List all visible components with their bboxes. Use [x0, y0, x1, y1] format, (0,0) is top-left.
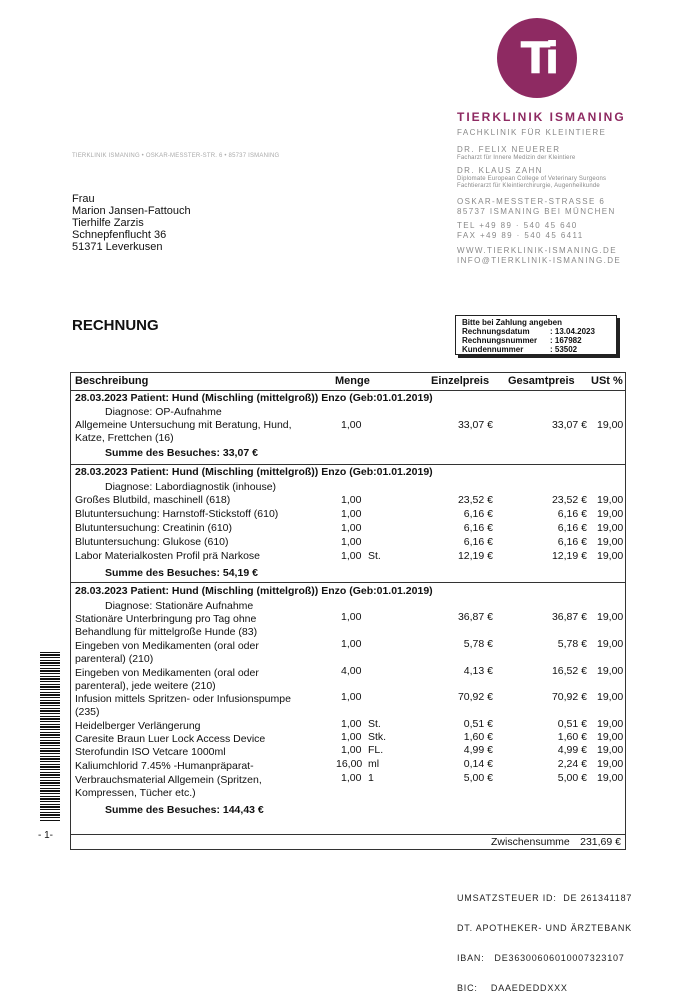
item-vat: 19,00 [597, 691, 624, 703]
item-total: 12,19 € [551, 550, 587, 562]
item-vat: 19,00 [597, 494, 624, 506]
item-vat: 19,00 [597, 536, 624, 548]
clinic-logo [497, 18, 577, 98]
item-qty: 1,00 [341, 731, 362, 743]
section-divider [71, 464, 625, 465]
item-qty: 1,00 [341, 508, 362, 520]
item-price: 23,52 € [457, 494, 493, 506]
item-qty: 1,00 [341, 550, 362, 562]
item-vat: 19,00 [597, 419, 624, 431]
barcode [40, 652, 60, 822]
doctor-1: DR. FELIX NEUERER [457, 145, 561, 154]
item-total: 5,00 € [557, 772, 587, 784]
recipient-line: Marion Jansen-Fattouch [72, 205, 191, 217]
item-qty: 1,00 [341, 691, 362, 703]
item-unit: 1 [368, 772, 374, 784]
invoice-table [70, 372, 626, 850]
item-price: 70,92 € [457, 691, 493, 703]
invoice-number-value: : 167982 [550, 336, 582, 345]
item-desc: Allgemeine Untersuchung mit Beratung, Hund, [75, 419, 292, 431]
recipient-line: 51371 Leverkusen [72, 241, 163, 253]
subtotal-value: 231,69 € [580, 836, 621, 848]
item-desc: Eingeben von Medikamenten (oral oder [75, 667, 259, 679]
item-unit: Stk. [368, 731, 387, 743]
item-qty: 16,00 [336, 758, 363, 770]
item-price: 4,99 € [463, 744, 493, 756]
item-price: 12,19 € [457, 550, 493, 562]
doctor-2-desc-1: Diplomate European College of Veterinary Surgeons [457, 176, 607, 182]
item-price: 36,87 € [457, 611, 493, 623]
item-desc: Blutuntersuchung: Harnstoff-Stickstoff (610) [75, 508, 279, 520]
recipient-line: Frau [72, 193, 95, 205]
item-price: 6,16 € [463, 522, 493, 534]
doctor-1-desc: Facharzt für Innere Medizin der Kleintiere [457, 155, 576, 161]
item-price: 5,00 € [463, 772, 493, 784]
clinic-street: OSKAR-MESSTER-STRASSE 6 [457, 197, 606, 206]
subtotal-row [71, 834, 625, 849]
item-vat: 19,00 [597, 665, 624, 677]
item-unit: FL. [368, 744, 384, 756]
item-vat: 19,00 [597, 550, 624, 562]
item-price: 5,78 € [463, 638, 493, 650]
infobox-heading: Bitte bei Zahlung angeben [462, 318, 563, 327]
section-divider [71, 582, 625, 583]
item-total: 0,51 € [557, 718, 587, 730]
subtotal-label: Zwischensumme [491, 836, 570, 848]
item-vat: 19,00 [597, 744, 624, 756]
invoice-info-box [455, 315, 617, 355]
item-qty: 1,00 [341, 744, 362, 756]
item-price: 6,16 € [463, 508, 493, 520]
item-qty: 1,00 [341, 419, 362, 431]
visit-sum: Summe des Besuches: 33,07 € [105, 447, 258, 459]
item-qty: 1,00 [341, 638, 362, 650]
col-vat: USt % [591, 375, 623, 387]
item-desc: Caresite Braun Luer Lock Access Device [75, 733, 266, 745]
clinic-name: TIERKLINIK ISMANING [457, 110, 626, 124]
item-vat: 19,00 [597, 522, 624, 534]
item-desc: Labor Materialkosten Profil prä Narkose [75, 550, 261, 562]
invoice-date-label: Rechnungsdatum [462, 327, 530, 336]
col-quantity: Menge [335, 375, 370, 387]
doctor-2: DR. KLAUS ZAHN [457, 166, 543, 175]
item-vat: 19,00 [597, 611, 624, 623]
invoice-date-value: : 13.04.2023 [550, 327, 595, 336]
item-vat: 19,00 [597, 508, 624, 520]
item-desc-2: parenteral), jede weitere (210) [75, 680, 216, 692]
item-desc: Blutuntersuchung: Glukose (610) [75, 536, 229, 548]
item-price: 0,14 € [463, 758, 493, 770]
col-unit-price: Einzelpreis [431, 375, 490, 387]
col-total: Gesamtpreis [508, 375, 575, 387]
bic: BIC: DAAEDEDDXXX [457, 983, 568, 993]
item-total: 33,07 € [551, 419, 587, 431]
item-desc-2: Kompressen, Tücher etc.) [75, 787, 196, 799]
customer-number-value: : 53502 [550, 345, 578, 354]
item-total: 36,87 € [551, 611, 587, 623]
item-price: 0,51 € [463, 718, 493, 730]
iban: IBAN: DE36300606010007323107 [457, 953, 625, 963]
clinic-tel: TEL +49 89 · 540 45 640 [457, 221, 578, 230]
item-desc-2: Katze, Frettchen (16) [75, 432, 174, 444]
item-total: 16,52 € [551, 665, 587, 677]
item-total: 70,92 € [551, 691, 587, 703]
table-header [71, 373, 625, 391]
vat-id: UMSATZSTEUER ID: DE 261341187 [457, 893, 633, 903]
item-desc: Großes Blutbild, maschinell (618) [75, 494, 231, 506]
item-total: 2,24 € [557, 758, 587, 770]
invoice-number-label: Rechnungsnummer [462, 336, 538, 345]
item-qty: 1,00 [341, 494, 362, 506]
logo-text: Ti [520, 32, 554, 84]
clinic-subtitle: FACHKLINIK FÜR KLEINTIERE [457, 128, 607, 137]
item-vat: 19,00 [597, 731, 624, 743]
item-desc-2: parenteral) (210) [75, 653, 154, 665]
item-desc: Heidelberger Verlängerung [75, 720, 201, 732]
diagnosis: Diagnose: Labordiagnostik (inhouse) [105, 481, 277, 493]
item-price: 6,16 € [463, 536, 493, 548]
clinic-email: INFO@TIERKLINIK-ISMANING.DE [457, 256, 622, 265]
bank-info [457, 873, 632, 1003]
col-description: Beschreibung [75, 375, 149, 387]
visit-sum: Summe des Besuches: 144,43 € [105, 804, 264, 816]
item-total: 6,16 € [557, 508, 587, 520]
visit-title: 28.03.2023 Patient: Hund (Mischling (mittelgroß)) Enzo (Geb:01.01.2019) [75, 392, 433, 404]
item-price: 33,07 € [457, 419, 493, 431]
item-desc: Eingeben von Medikamenten (oral oder [75, 640, 259, 652]
item-unit: St. [368, 718, 381, 730]
item-total: 5,78 € [557, 638, 587, 650]
doctor-2-desc-2: Fachtierarzt für Kleintierchirurgie, Augenheilkunde [457, 183, 600, 189]
diagnosis: Diagnose: Stationäre Aufnahme [105, 600, 254, 612]
visit-title: 28.03.2023 Patient: Hund (Mischling (mittelgroß)) Enzo (Geb:01.01.2019) [75, 585, 433, 597]
item-desc-2: (235) [75, 706, 100, 718]
item-total: 4,99 € [557, 744, 587, 756]
item-qty: 1,00 [341, 536, 362, 548]
item-desc: Verbrauchsmaterial Allgemein (Spritzen, [75, 774, 262, 786]
item-vat: 19,00 [597, 758, 624, 770]
item-vat: 19,00 [597, 638, 624, 650]
recipient-address [72, 193, 191, 253]
item-desc-2: Behandlung für mittelgroße Hunde (83) [75, 626, 258, 638]
item-total: 6,16 € [557, 536, 587, 548]
item-qty: 4,00 [341, 665, 362, 677]
item-qty: 1,00 [341, 611, 362, 623]
page-number: - 1- [38, 830, 53, 841]
diagnosis: Diagnose: OP-Aufnahme [105, 406, 222, 418]
item-desc: Sterofundin ISO Vetcare 1000ml [75, 746, 226, 758]
item-qty: 1,00 [341, 522, 362, 534]
clinic-city: 85737 ISMANING BEI MÜNCHEN [457, 207, 616, 216]
item-desc: Blutuntersuchung: Creatinin (610) [75, 522, 233, 534]
sender-line: TIERKLINIK ISMANING • OSKAR-MESSTER-STR. 6 • 85737 ISMANING [72, 153, 280, 159]
bank-name: DT. APOTHEKER- UND ÄRZTEBANK [457, 923, 632, 933]
item-price: 4,13 € [463, 665, 493, 677]
recipient-line: Schnepfenflucht 36 [72, 229, 167, 241]
clinic-web: WWW.TIERKLINIK-ISMANING.DE [457, 246, 617, 255]
item-qty: 1,00 [341, 718, 362, 730]
visit-title: 28.03.2023 Patient: Hund (Mischling (mittelgroß)) Enzo (Geb:01.01.2019) [75, 466, 433, 478]
item-price: 1,60 € [463, 731, 493, 743]
item-unit: ml [368, 758, 380, 770]
clinic-fax: FAX +49 89 · 540 45 6411 [457, 231, 584, 240]
item-desc: Kaliumchlorid 7.45% -Humanpräparat- [75, 760, 254, 772]
item-total: 23,52 € [551, 494, 587, 506]
document-title: RECHNUNG [72, 317, 159, 334]
item-desc: Stationäre Unterbringung pro Tag ohne [75, 613, 257, 625]
visit-sum: Summe des Besuches: 54,19 € [105, 567, 258, 579]
item-total: 6,16 € [557, 522, 587, 534]
item-vat: 19,00 [597, 718, 624, 730]
item-desc: Infusion mittels Spritzen- oder Infusionspumpe [75, 693, 291, 705]
item-vat: 19,00 [597, 772, 624, 784]
customer-number-label: Kundennummer [462, 345, 524, 354]
item-qty: 1,00 [341, 772, 362, 784]
recipient-line: Tierhilfe Zarzis [72, 217, 144, 229]
item-unit: St. [368, 550, 381, 562]
item-total: 1,60 € [557, 731, 587, 743]
